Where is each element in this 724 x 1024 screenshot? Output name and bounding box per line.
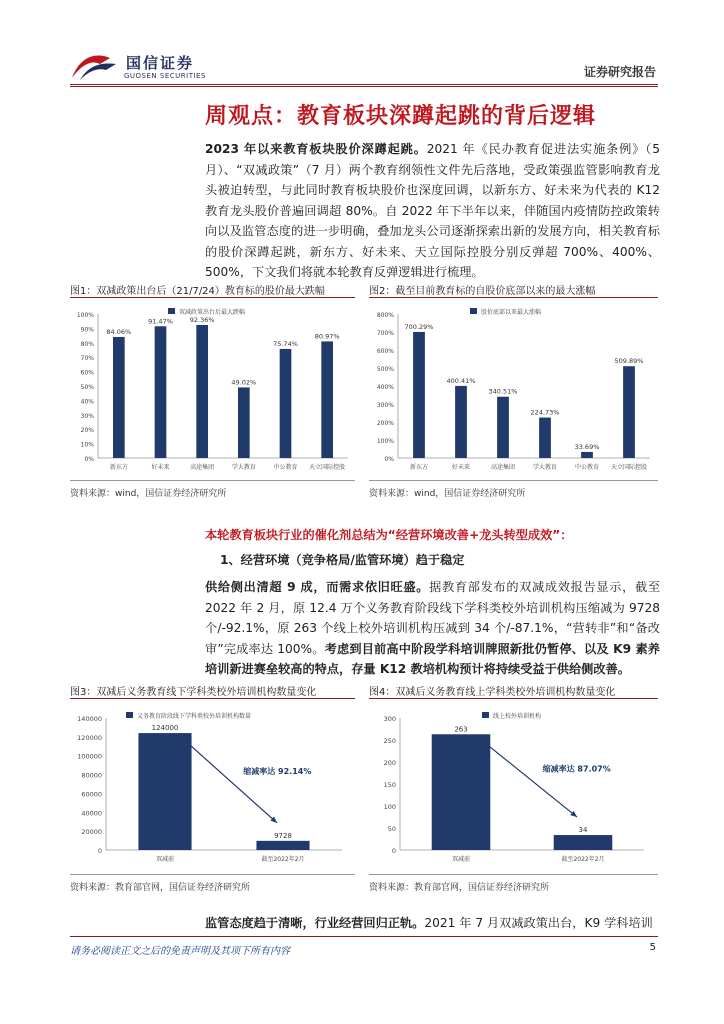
fig4-rule-bottom [369, 874, 658, 875]
category-label: 高途集团 [190, 464, 215, 471]
fig1-label: 图1：双减政策出台后（21/7/24）教育标的股价最大跌幅 [70, 286, 325, 297]
page-number: 5 [649, 942, 656, 953]
y-tick-label: 150 [383, 781, 396, 789]
fig3-chart [60, 702, 356, 872]
category-label: 天立国际控股 [309, 464, 346, 471]
category-label: 截至2022年2月 [261, 856, 305, 863]
y-tick-label: 700% [376, 330, 394, 337]
fig2-chart [360, 300, 658, 480]
brand-name: 国信证券 [126, 54, 195, 72]
category-label: 学大教育 [231, 464, 256, 471]
y-tick-label: 100 [383, 803, 396, 811]
category-label: 中公教育 [574, 464, 600, 471]
reg-lead: 监管态度趋于清晰，行业经营回归正轨。 [205, 916, 425, 930]
guosen-logo-icon [70, 50, 122, 84]
y-tick-label: 800% [376, 312, 394, 319]
report-type: 证券研究报告 [583, 65, 656, 79]
bar [432, 734, 491, 850]
header-rule-2 [70, 86, 658, 87]
fig4-rule [369, 698, 658, 699]
fig3-label: 图3：双减后义务教育线下学科类校外培训机构数量变化 [70, 687, 317, 698]
footer-disclaimer: 请务必阅读正文之后的免责声明及其项下所有内容 [70, 946, 290, 957]
bar [113, 337, 125, 458]
legend-label: 义务教育阶段线下学科类校外培训机构数量 [137, 713, 252, 720]
bar [413, 332, 425, 458]
y-tick-label: 40000 [81, 809, 102, 818]
data-label: 84.06% [106, 327, 132, 336]
fig3-rule [70, 698, 355, 699]
bar [554, 835, 613, 850]
y-tick-label: 80000 [81, 771, 102, 780]
bar [497, 397, 509, 458]
data-label: 124000 [151, 724, 179, 733]
data-label: 400.41% [446, 376, 476, 385]
reduction-arrow [186, 741, 277, 823]
bar [455, 386, 467, 458]
y-tick-label: 60000 [81, 790, 102, 799]
legend-swatch [482, 712, 489, 718]
y-tick-label: 500% [376, 366, 394, 373]
y-tick-label: 400% [376, 384, 394, 391]
y-tick-label: 250 [383, 737, 396, 745]
bar [138, 733, 191, 850]
category-label: 新东方 [109, 464, 128, 471]
y-tick-label: 20% [80, 427, 94, 435]
category-label: 好未来 [451, 464, 471, 471]
bar [155, 326, 167, 458]
data-label: 75.74% [273, 339, 298, 348]
fig1-rule [70, 297, 355, 298]
legend-swatch [126, 712, 133, 718]
fig3-source: 资料来源：教育部官网，国信证券经济研究所 [70, 883, 251, 893]
y-tick-label: 40% [80, 398, 94, 406]
y-tick-label: 50% [80, 384, 94, 391]
page-title: 周观点：教育板块深蹲起跳的背后逻辑 [205, 104, 597, 129]
y-tick-label: 90% [80, 326, 94, 334]
fig1-rule-bottom [70, 480, 355, 481]
legend-label: 股价底部以来最大涨幅 [481, 309, 542, 316]
intro-lead: 2023 年以来教育板块股价深蹲起跳。 [205, 142, 427, 156]
data-label: 49.02% [231, 378, 257, 387]
brand-name-en: GUOSEN SECURITIES [124, 72, 206, 80]
data-label: 34 [578, 826, 588, 835]
y-tick-label: 140000 [77, 715, 102, 723]
bar [321, 341, 333, 458]
category-label: 截至2022年2月 [561, 856, 605, 863]
bar [280, 349, 292, 458]
fig2-rule-bottom [369, 480, 658, 481]
reduction-arrow [484, 742, 577, 817]
y-tick-label: 0 [97, 847, 102, 855]
fig3-rule-bottom [70, 874, 355, 875]
y-tick-label: 60% [80, 369, 94, 377]
intro-text: 2021 年《民办教育促进法实施条例》（5 月）、“双减政策”（7 月）两个教育纲领性文件先后落地，受政策强监管影响教育龙头被迫转型，与此同时教育板块股价也深度回调，以新东方、好未来为代表的 K12 教育龙头股价普遍回调超 80%。自 2022 年下半年以来，伴随国内疫情防控政策转向以及监管态度的进一步明确，叠加龙头公司逐渐探索出新的发展方向，相关教育标的股价深蹲起跳，新东方、好未来、天立国际控股分别反弹超 700%、400%、500%，下文我们将就本轮教育反弹逻辑进行梳理。 [205, 142, 660, 279]
bar [256, 841, 309, 850]
catalyst-heading: 本轮教育板块行业的催化剂总结为“经营环境改善+龙头转型成效”： [205, 528, 573, 542]
fig2-label: 图2：截至目前教育标的自股价底部以来的最大涨幅 [369, 286, 596, 297]
category-label: 高途集团 [490, 464, 516, 471]
category-label: 学大教育 [532, 464, 558, 471]
reduction-annotation: 缩减率达 87.07% [542, 764, 611, 774]
y-tick-label: 0 [391, 847, 396, 855]
category-label: 好未来 [151, 464, 170, 471]
fig2-source: 资料来源：wind，国信证券经济研究所 [369, 489, 526, 499]
data-label: 340.51% [488, 387, 518, 396]
fig4-label: 图4：双减后义务教育线上学科类校外培训机构数量变化 [369, 687, 616, 698]
category-label: 双减前 [451, 856, 471, 863]
bar [196, 325, 208, 458]
data-label: 263 [454, 725, 468, 734]
y-tick-label: 200 [383, 759, 396, 767]
data-label: 700.29% [404, 322, 434, 331]
bar [581, 452, 593, 458]
header-rule [70, 84, 658, 85]
legend-label: 线上校外培训机构 [493, 713, 542, 720]
sub-heading: 1、经营环境（竞争格局/监管环境）趋于稳定 [220, 553, 465, 567]
y-tick-label: 0% [84, 456, 94, 463]
data-label: 224.73% [530, 408, 560, 417]
y-tick-label: 100000 [77, 752, 102, 761]
data-label: 92.36% [189, 316, 215, 325]
category-label: 双减前 [155, 856, 175, 863]
legend-swatch [168, 308, 175, 314]
intro-paragraph [205, 139, 660, 283]
regulation-paragraph [205, 913, 660, 934]
fig4-source: 资料来源：教育部官网，国信证券经济研究所 [369, 883, 550, 893]
supply-lead: 供给侧出清超 9 成，而需求依旧旺盛。 [205, 580, 430, 594]
category-label: 天立国际控股 [610, 464, 648, 471]
fig1-source: 资料来源：wind，国信证券经济研究所 [70, 489, 227, 499]
supply-paragraph [205, 577, 660, 680]
bar [238, 387, 250, 458]
y-tick-label: 100% [76, 312, 94, 319]
y-tick-label: 10% [80, 441, 94, 449]
y-tick-label: 50 [387, 825, 396, 833]
y-tick-label: 20000 [81, 828, 102, 837]
y-tick-label: 600% [376, 348, 394, 355]
data-label: 80.97% [314, 332, 340, 341]
data-label: 509.89% [614, 357, 644, 366]
y-tick-label: 300 [383, 715, 396, 723]
data-label: 33.69% [574, 442, 600, 451]
footer-rule [70, 936, 658, 937]
y-tick-label: 80% [80, 340, 94, 348]
legend-label: 双减政策出台后最大跌幅 [179, 309, 246, 316]
reduction-annotation: 缩减率达 92.14% [243, 766, 312, 776]
y-tick-label: 120000 [77, 733, 102, 742]
data-label: 91.47% [148, 317, 173, 326]
y-tick-label: 0% [384, 456, 394, 463]
y-tick-label: 70% [80, 355, 94, 363]
fig4-chart [360, 702, 658, 872]
y-tick-label: 30% [80, 412, 94, 420]
category-label: 中公教育 [273, 464, 298, 471]
data-label: 9728 [274, 831, 292, 840]
supply-tail: 考虑到目前高中阶段学科培训牌照新批仍暂停、以及 K9 素养培训新进赛垒较高的特点，存量 K12 教培机构预计将持续受益于供给侧改善。 [205, 641, 660, 676]
bar [623, 366, 635, 458]
y-tick-label: 100% [376, 438, 394, 445]
reg-text: 2021 年 7 月双减政策出台，K9 学科培训 [424, 916, 653, 930]
category-label: 新东方 [409, 464, 429, 471]
bar [539, 418, 551, 458]
supply-text: 据教育部发布的双减成效报告显示，截至 2022 年 2 月，原 12.4 万个义务教育阶段线下学科类校外培训机构压缩减为 9728 个/-92.1%，原 263 个线上校外培训机构压减到 34 个/-87.1%，“营转非”和“备改审”完成率达 100%。 [205, 580, 661, 656]
fig2-rule [369, 297, 658, 298]
y-tick-label: 200% [376, 420, 394, 427]
y-tick-label: 300% [376, 402, 394, 409]
fig1-chart [60, 300, 356, 480]
legend-swatch [470, 308, 477, 314]
